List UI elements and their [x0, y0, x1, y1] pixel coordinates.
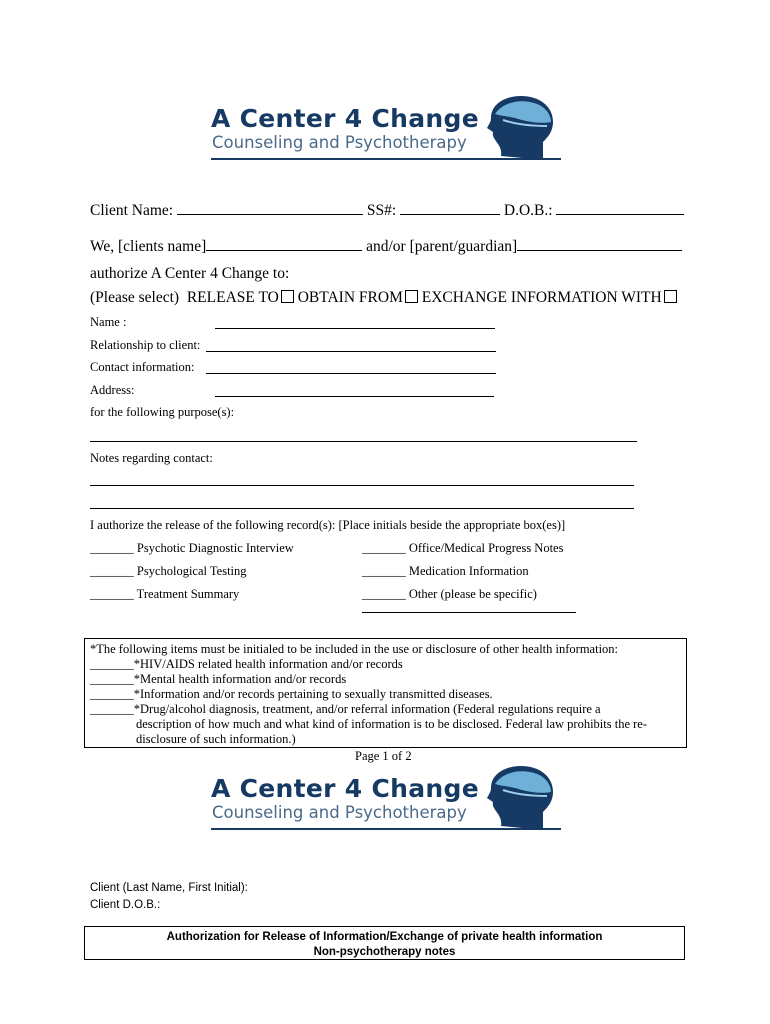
notice-initial-blank[interactable]: _______	[90, 702, 134, 716]
name-label: Name :	[90, 315, 127, 329]
address-field[interactable]	[215, 396, 494, 397]
obtain-from-label: OBTAIN FROM	[297, 289, 403, 306]
notice-item	[90, 687, 647, 702]
record-label: Office/Medical Progress Notes	[408, 541, 564, 555]
client-name-field[interactable]	[177, 214, 363, 215]
and-or-label: and/or [parent/guardian]	[366, 238, 518, 255]
exchange-with-label: EXCHANGE INFORMATION WITH	[421, 289, 662, 306]
notice-item-text: *HIV/AIDS related health information and/or records	[133, 657, 403, 671]
select-row	[90, 289, 677, 307]
notes-field-2[interactable]	[90, 508, 634, 509]
notice-initial-blank[interactable]: _______	[90, 672, 134, 686]
notice-initial-blank[interactable]: _______	[90, 657, 134, 671]
logo	[211, 104, 571, 184]
head-silhouette-icon	[481, 94, 561, 166]
client-info-row	[90, 202, 684, 220]
dob-label: D.O.B.:	[503, 202, 553, 219]
address-label: Address:	[90, 383, 135, 397]
notes-field-1[interactable]	[90, 485, 634, 486]
record-label: Psychological Testing	[136, 564, 247, 578]
notice-item	[90, 702, 647, 717]
logo-subtitle: Counseling and Psychotherapy	[212, 803, 467, 822]
notice-continuation: description of how much and what kind of information is to be disclosed. Federal law prohibits the re-	[136, 717, 647, 731]
other-specify-field[interactable]	[362, 612, 576, 613]
purpose-field[interactable]	[90, 441, 637, 442]
record-item	[90, 564, 247, 579]
notice-item-text: *Drug/alcohol diagnosis, treatment, and/or referral information (Federal regulations require a	[133, 702, 601, 716]
release-to-label: RELEASE TO	[186, 289, 279, 306]
exchange-with-checkbox[interactable]	[664, 290, 677, 303]
logo-title: A Center 4 Change	[211, 774, 479, 803]
record-initial-blank[interactable]: _______	[90, 541, 134, 555]
record-item	[362, 587, 537, 602]
record-label: Other (please be specific)	[408, 587, 537, 601]
page2-client-label: Client (Last Name, First Initial):	[90, 882, 248, 894]
record-initial-blank[interactable]: _______	[362, 541, 406, 555]
purpose-label: for the following purpose(s):	[90, 405, 235, 419]
record-item	[90, 587, 239, 602]
name-field[interactable]	[215, 328, 495, 329]
notice-item-text: *Information and/or records pertaining to sexually transmitted diseases.	[133, 687, 493, 701]
logo-title: A Center 4 Change	[211, 104, 479, 133]
logo-subtitle: Counseling and Psychotherapy	[212, 133, 467, 152]
notes-label: Notes regarding contact:	[90, 451, 213, 465]
relationship-field[interactable]	[206, 351, 496, 352]
ss-label: SS#:	[366, 202, 397, 219]
page2-heading: Authorization for Release of Information/Exchange of private health information	[166, 931, 603, 943]
ss-field[interactable]	[400, 214, 500, 215]
parent-guardian-field[interactable]	[517, 250, 682, 251]
relationship-label: Relationship to client:	[90, 338, 201, 352]
notice-content	[90, 642, 647, 747]
notice-intro: *The following items must be initialed to be included in the use or disclosure of other health information:	[90, 642, 619, 656]
dob-field[interactable]	[556, 214, 684, 215]
notice-item	[90, 672, 647, 687]
record-initial-blank[interactable]: _______	[90, 564, 134, 578]
client-name-label: Client Name:	[90, 202, 174, 219]
clients-name-field[interactable]	[206, 250, 362, 251]
authorize-text: authorize A Center 4 Change to:	[90, 265, 290, 282]
please-select-label: (Please select)	[90, 289, 180, 306]
page2-dob-label: Client D.O.B.:	[90, 899, 161, 911]
page2-subheading: Non-psychotherapy notes	[313, 946, 456, 958]
notice-continuation: disclosure of such information.)	[136, 732, 296, 746]
we-label: We, [clients name]	[90, 238, 207, 255]
page2-client-info	[90, 880, 248, 914]
record-initial-blank[interactable]: _______	[90, 587, 134, 601]
record-label: Medication Information	[408, 564, 529, 578]
record-item	[362, 541, 563, 556]
page2-heading-box	[84, 926, 685, 960]
record-initial-blank[interactable]: _______	[362, 564, 406, 578]
we-row	[90, 238, 682, 256]
obtain-from-checkbox[interactable]	[405, 290, 418, 303]
page-number: Page 1 of 2	[355, 749, 412, 763]
record-initial-blank[interactable]: _______	[362, 587, 406, 601]
release-to-checkbox[interactable]	[281, 290, 294, 303]
contact-label: Contact information:	[90, 360, 195, 374]
record-label: Treatment Summary	[136, 587, 240, 601]
record-item	[362, 564, 529, 579]
logo	[211, 774, 571, 854]
head-silhouette-icon	[481, 764, 561, 836]
notice-item-text: *Mental health information and/or records	[133, 672, 347, 686]
record-item	[90, 541, 294, 556]
records-intro: I authorize the release of the following record(s): [Place initials beside the appropriate box(es)]	[90, 518, 566, 532]
contact-field[interactable]	[206, 373, 496, 374]
notice-item	[90, 657, 647, 672]
notice-initial-blank[interactable]: _______	[90, 687, 134, 701]
record-label: Psychotic Diagnostic Interview	[136, 541, 294, 555]
